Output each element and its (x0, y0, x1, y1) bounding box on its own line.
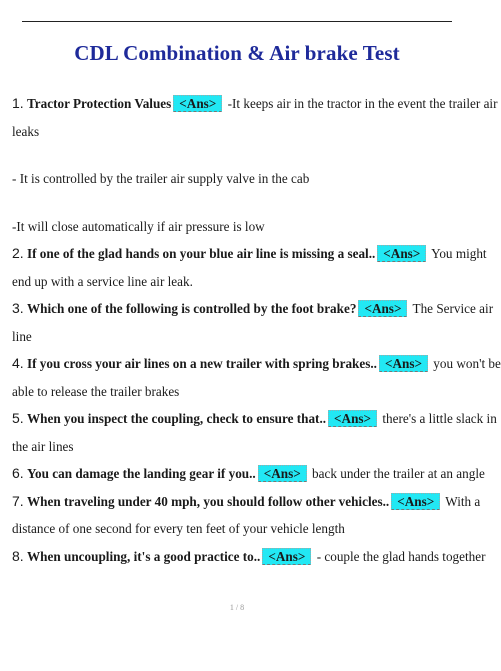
question-item-3 (12, 295, 494, 323)
question-text: If one of the glad hands on your blue air line is missing a seal.. (26, 246, 376, 261)
answer-continuation: line (12, 328, 32, 344)
question-text: Which one of the following is controlled by the foot brake? (26, 301, 357, 316)
answer-continuation: able to release the trailer brakes (12, 383, 180, 399)
answer-extra-line: -It will close automatically if air pressure is low (12, 218, 265, 234)
question-text: When uncoupling, it's a good practice to.. (26, 548, 261, 564)
answer-text: there's a little slack in (382, 411, 497, 426)
answer-continuation: end up with a service line air leak. (12, 273, 193, 289)
question-number: 6. (12, 465, 24, 481)
question-item-2 (12, 240, 487, 268)
question-text: Tractor Protection Values (26, 96, 172, 111)
answer-tag: <Ans> (358, 300, 407, 317)
answer-text: You might (431, 246, 487, 261)
question-number: 1. (12, 95, 24, 111)
answer-text: -It keeps air in the tractor in the event the trailer air (227, 96, 498, 111)
answer-continuation: the air lines (12, 438, 74, 454)
answer-tag: <Ans> (262, 548, 311, 565)
answer-text: - couple the glad hands together (316, 548, 486, 564)
answer-continuation: distance of one second for every ten feet of your vehicle length (12, 521, 345, 536)
question-text: When traveling under 40 mph, you should follow other vehicles.. (26, 493, 390, 509)
question-text: When you inspect the coupling, check to ensure that.. (26, 411, 327, 426)
answer-text: The Service air (412, 301, 494, 316)
answer-tag: <Ans> (377, 245, 426, 262)
answer-text: you won't be (433, 356, 501, 371)
question-text: You can damage the landing gear if you.. (26, 466, 256, 481)
question-number: 5. (12, 410, 24, 426)
question-item-1 (12, 90, 498, 118)
answer-tag: <Ans> (173, 95, 222, 112)
answer-tag: <Ans> (328, 410, 377, 427)
answer-continuation: leaks (12, 123, 40, 139)
answer-tag: <Ans> (379, 355, 428, 372)
document-title: CDL Combination & Air brake Test (74, 41, 400, 65)
question-number: 4. (12, 355, 24, 371)
question-item-6 (12, 460, 485, 488)
question-number: 2. (12, 245, 24, 261)
top-rule (22, 21, 452, 22)
question-item-7 (12, 488, 481, 516)
question-number: 7. (12, 492, 24, 509)
answer-text: back under the trailer at an angle (312, 466, 485, 481)
question-item-5 (12, 405, 497, 433)
answer-extra-line: - It is controlled by the trailer air supply valve in the cab (12, 171, 310, 186)
question-number: 3. (12, 300, 24, 316)
page-number: 1 / 8 (229, 603, 245, 612)
question-item-4 (12, 350, 501, 378)
answer-text: With a (445, 493, 481, 509)
answer-tag: <Ans> (258, 465, 307, 482)
question-item-8 (12, 543, 486, 571)
question-text: If you cross your air lines on a new trailer with spring brakes.. (26, 356, 377, 371)
answer-tag: <Ans> (391, 493, 440, 510)
question-list (12, 90, 501, 570)
question-number: 8. (12, 547, 24, 564)
